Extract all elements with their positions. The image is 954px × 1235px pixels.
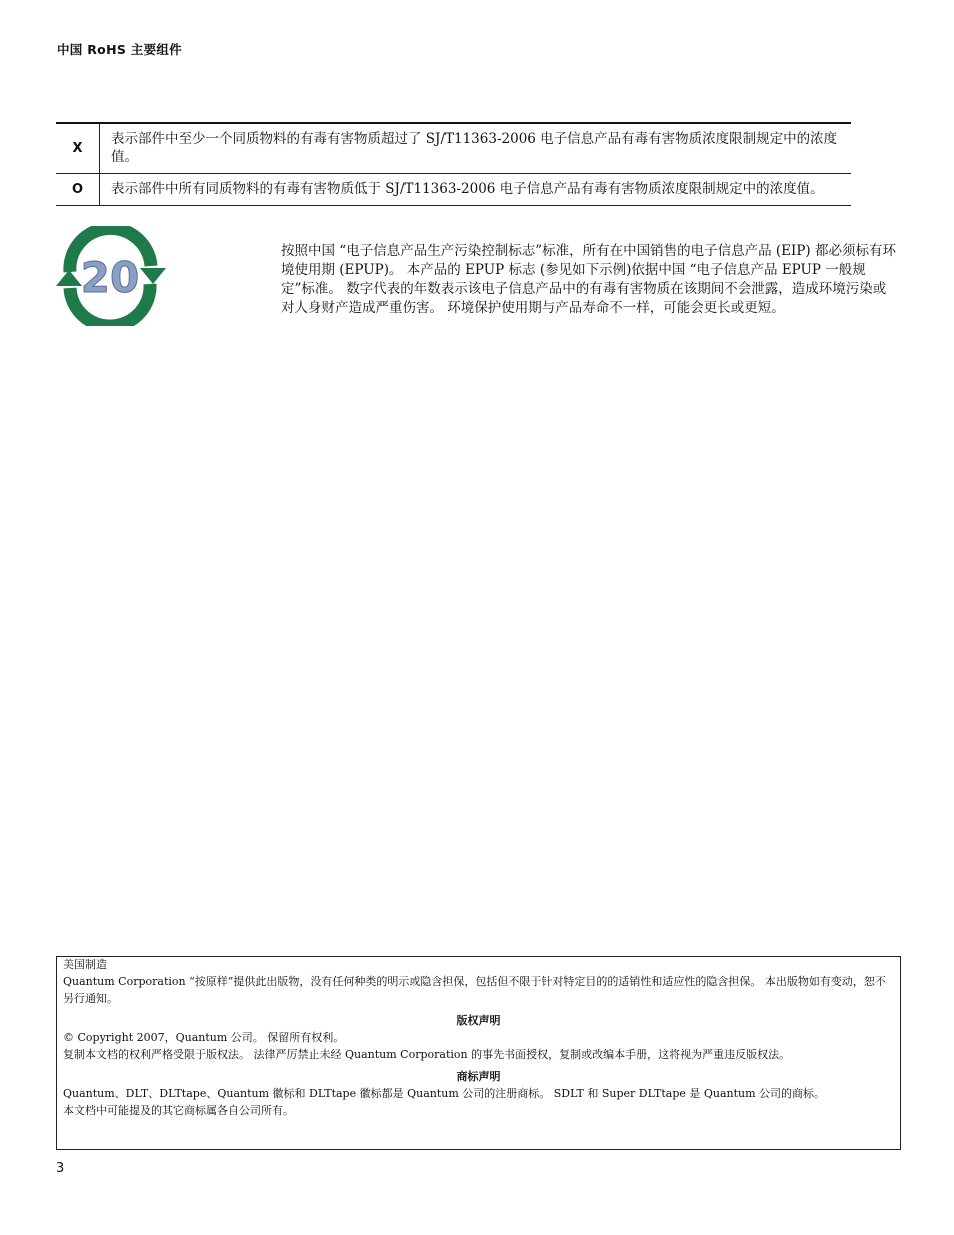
symbol-o: O	[56, 174, 100, 206]
table-row	[56, 174, 851, 206]
trademark-title: 商标声明	[456, 1070, 501, 1083]
logo-arrow-right-icon	[140, 268, 166, 284]
epup-logo-icon	[54, 226, 167, 326]
epup-description: 按照中国 “电子信息产品生产污染控制标志”标准，所有在中国销售的电子信息产品 (EIP) 都必须标有环境使用期 (EPUP)。 本产品的 EPUP 标志 (参见如下示例)依据中国 “电子信息产品 EPUP 一般规定”标准。 数字代表的年数表示该电子信息产品中的有毒有害物质在该期间不会泄露，造成环境污染或对人身财产造成严重伤害。 环境保护使用期与产品寿命不一样，可能会更长或更短。	[281, 243, 896, 316]
page-header: 中国 RoHS 主要组件	[57, 42, 182, 57]
page-number: 3	[56, 1161, 65, 1176]
copyright-text: 复制本文档的权利严格受限于版权法。 法律严厉禁止未经 Quantum Corporation 的事先书面授权，复制或改编本手册，这将视为严重违反版权法。	[63, 1048, 791, 1061]
legal-notice-box	[56, 956, 901, 1150]
rohs-legend-table	[56, 122, 851, 206]
trademark-text: Quantum、DLT、DLTtape、Quantum 徽标和 DLTtape 徽标都是 Quantum 公司的注册商标。 SDLT 和 Super DLTtape 是 Quantum 公司的商标。	[63, 1087, 826, 1100]
symbol-x-description: 表示部件中至少一个同质物料的有毒有害物质超过了 SJ/T11363-2006 电子信息产品有毒有害物质浓度限制规定中的浓度值。	[100, 123, 852, 174]
trademark-other: 本文档中可能提及的其它商标属各自公司所有。	[63, 1104, 294, 1117]
table-row	[56, 123, 851, 174]
copyright-title: 版权声明	[456, 1014, 501, 1027]
symbol-x: X	[56, 123, 100, 174]
symbol-o-description: 表示部件中所有同质物料的有毒有害物质低于 SJ/T11363-2006 电子信息产品有毒有害物质浓度限制规定中的浓度值。	[100, 174, 852, 206]
epup-logo-number: 20	[80, 253, 140, 302]
made-in-label: 美国制造	[63, 958, 107, 971]
logo-arrow-left-icon	[56, 270, 82, 286]
copyright-line: © Copyright 2007，Quantum 公司。 保留所有权利。	[63, 1031, 345, 1044]
disclaimer-text: Quantum Corporation “按原样”提供此出版物，没有任何种类的明示或隐含担保，包括但不限于针对特定目的的适销性和适应性的隐含担保。 本出版物如有变动，恕不另行通知。	[63, 975, 886, 1005]
